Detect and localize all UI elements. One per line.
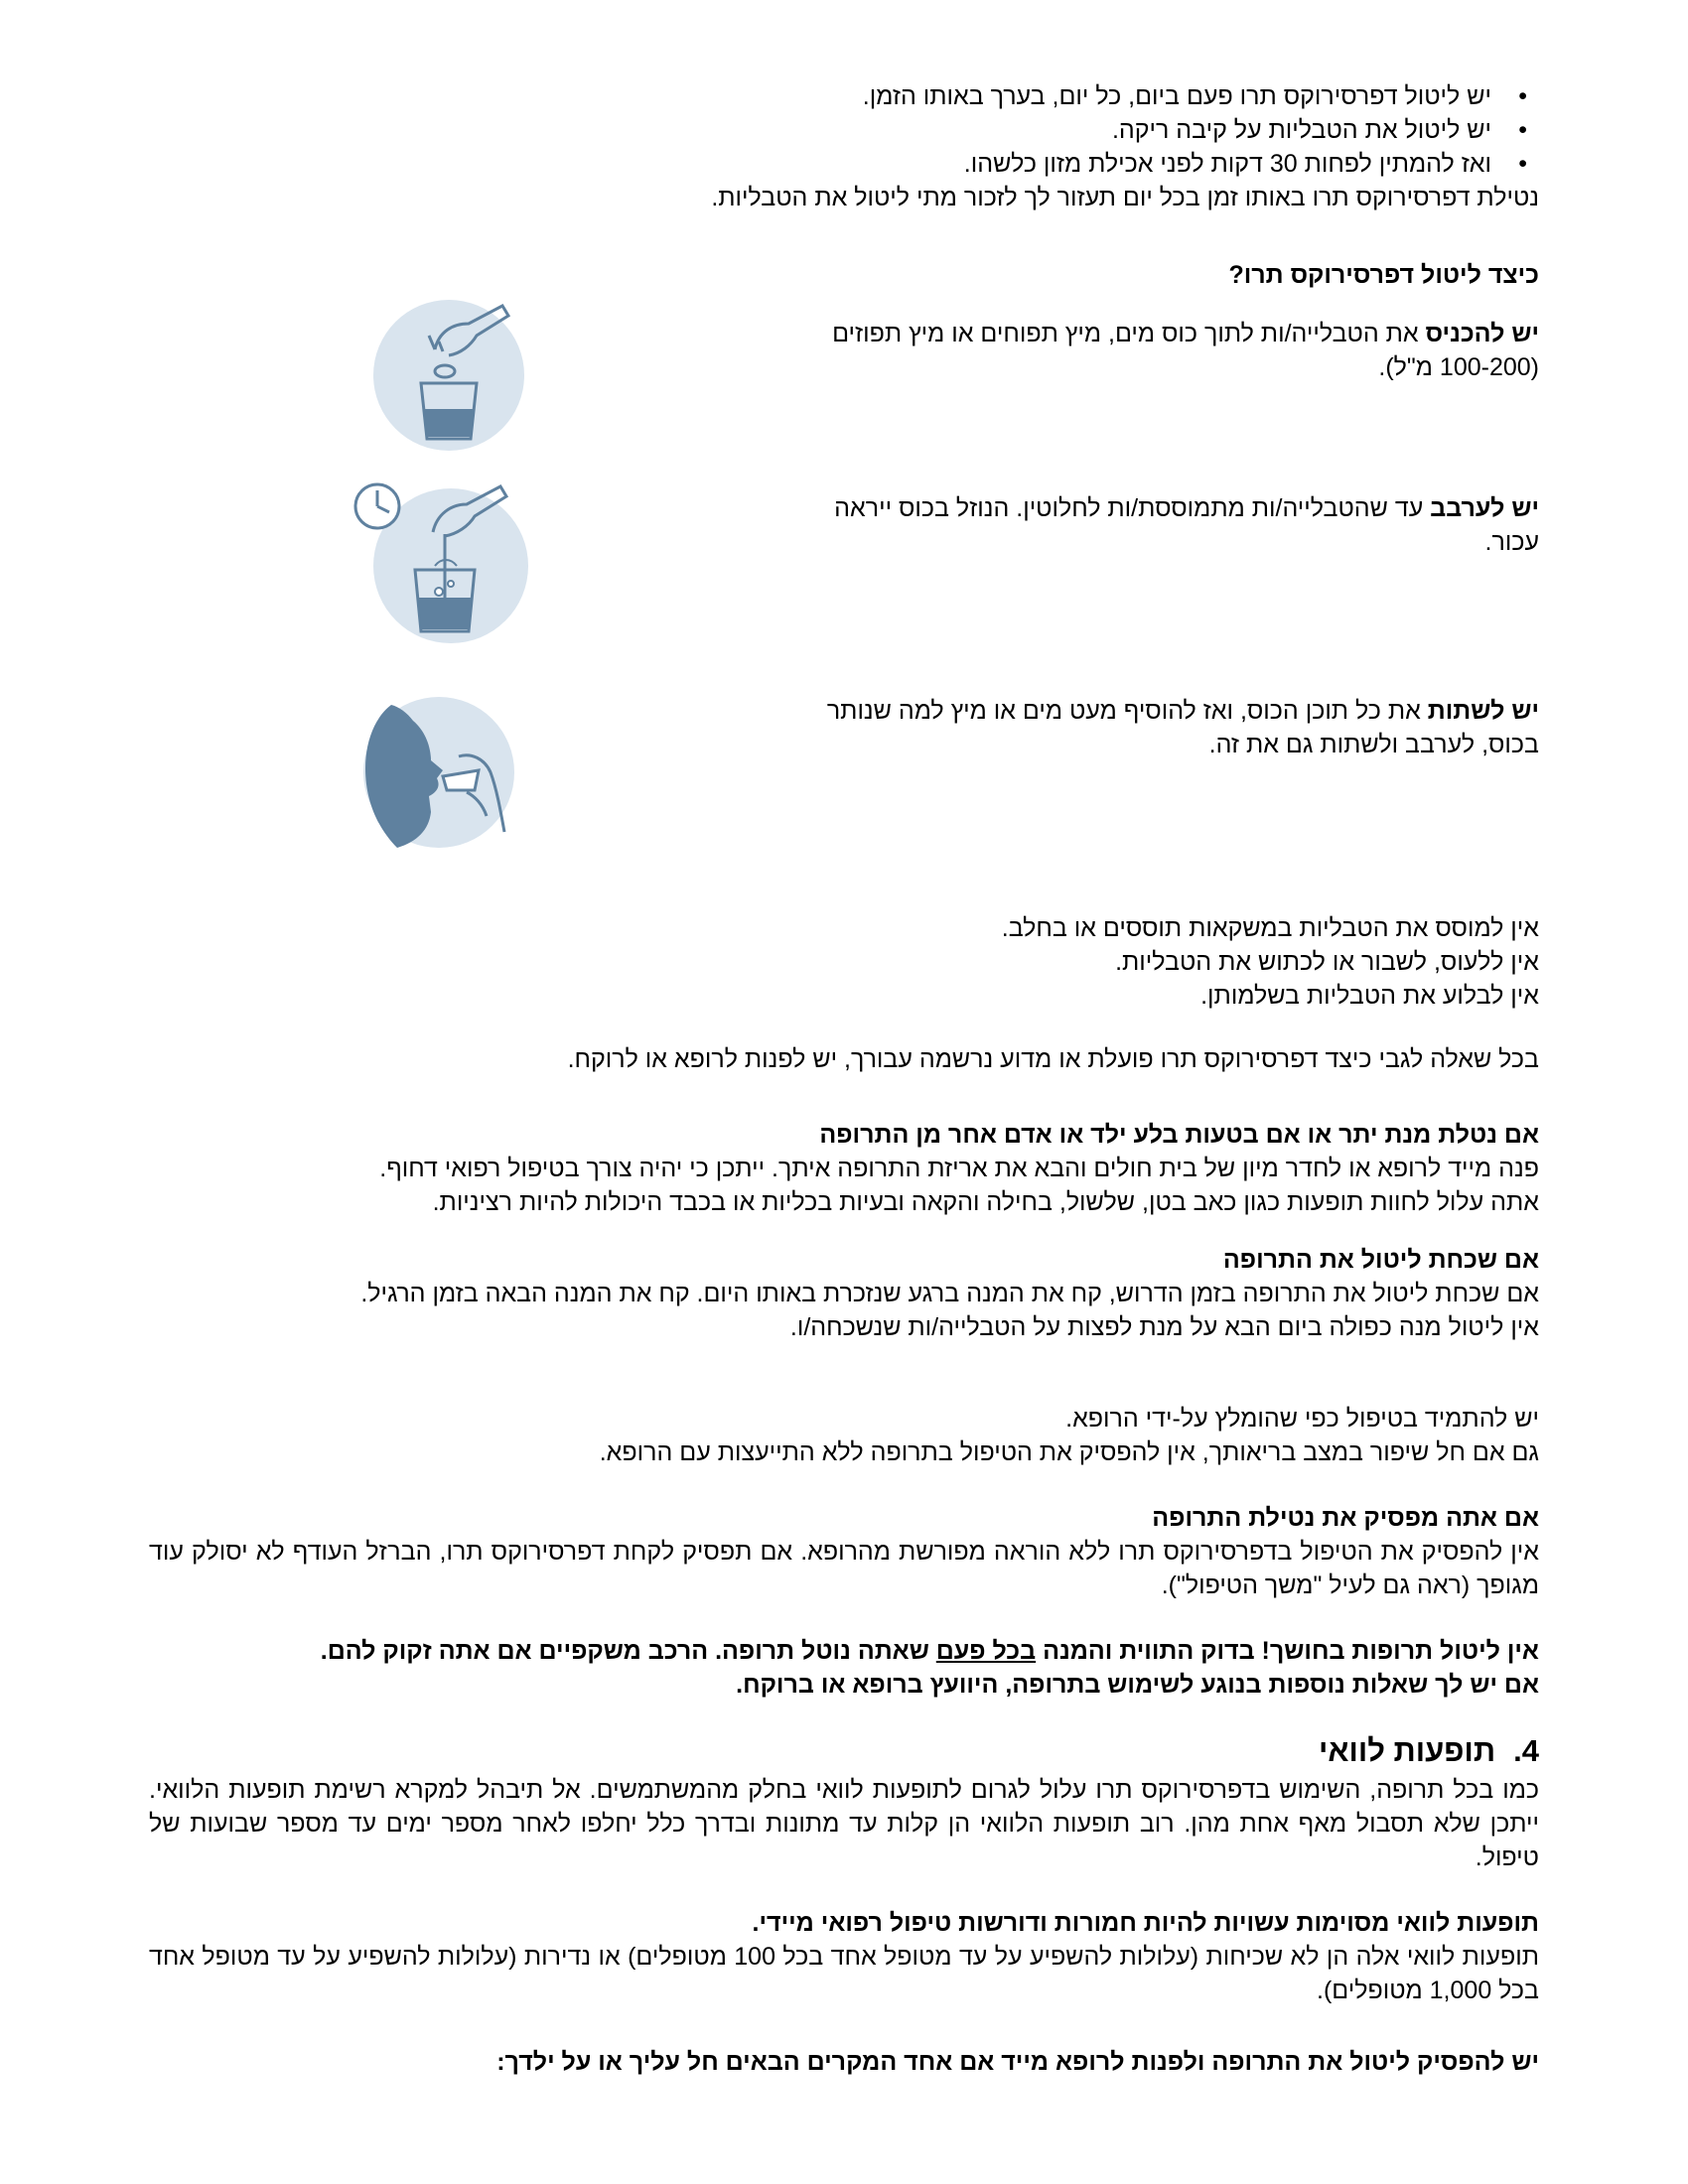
donts-section — [149, 911, 1539, 1013]
side-effects-text: כמו בכל תרופה, השימוש בדפרסירוקס תרו עלול לגרום לתופעות לוואי בחלק מהמשתמשים. אל תיבהל למקרא רשימת תופעות הלוואי. ייתכן שלא תסבול מאף אחת מהן. רוב תופעות הלוואי הן קלות עד מתונות ובדרך כלל יחלפו לאחר מספר ימים עד מספר שבועות של טיפול. — [149, 1776, 1539, 1871]
dont-line: אין ללעוס, לשבור או לכתוש את הטבליות. — [1115, 948, 1539, 976]
intro-section — [149, 79, 1539, 214]
section-heading: כיצד ליטול דפרסירוקס תרו? — [1228, 261, 1539, 289]
stop-text: אין להפסיק את הטיפול בדפרסירוקס תרו ללא הוראה מפורשת מהרופא. אם תפסיק לקחת דפרסירוקס תרו, הברזל העודף לא יסולק עוד מגופך (ראה גם לעיל "משך הטיפול"). — [149, 1538, 1539, 1599]
forgot-section — [149, 1243, 1539, 1344]
serious-section — [149, 1906, 1539, 2007]
how-to-title — [149, 258, 1539, 292]
warning-section — [149, 1634, 1539, 1702]
warning-text: אין ליטול תרופות בחושך! בדוק התווית והמנה — [1036, 1637, 1539, 1665]
drinking-person-icon — [355, 693, 514, 852]
warning-line-2: אם יש לך שאלות נוספות בנוגע לשימוש בתרופה, היוועץ ברופא או ברוקח. — [736, 1671, 1539, 1699]
stir-glass-timer-icon — [352, 475, 530, 643]
forgot-line: אם שכחת ליטול את התרופה בזמן הדרוש, קח את המנה ברגע שנזכרת באותו היום. קח את המנה הבאה בזמן הרגיל. — [360, 1280, 1539, 1307]
warning-line-1 — [149, 1634, 1539, 1668]
warning-text: שאתה נוטל תרופה. הרכב משקפיים אם אתה זקוק להם. — [320, 1637, 936, 1665]
step-text: את הטבלייה/ות לתוך כוס מים, מיץ תפוחים או מיץ תפוזים (100-200 מ"ל). — [832, 320, 1539, 381]
intro-line: נטילת דפרסירוקס תרו באותו זמן בכל יום תעזור לך לזכור מתי ליטול את הטבליות. — [711, 184, 1539, 211]
list-item: • יש ליטול את הטבליות על קיבה ריקה. — [149, 113, 1539, 147]
serious-text: תופעות לוואי אלה הן לא שכיחות (עלולות להשפיע על עד מטופל אחד בכל 100 מטופלים) או נדירות (עלולות להשפיע על עד מטופל אחד בכל 1,000 מטופלים). — [149, 1943, 1539, 2004]
forgot-line: אין ליטול מנה כפולה ביום הבא על מנת לפצות על הטבלייה/ות שנשכחה/ו. — [789, 1313, 1539, 1341]
step-text: עד שהטבלייה/ות מתמוססת/ות לחלוטין. הנוזל בכוס ייראה עכור. — [834, 494, 1539, 556]
step-drink — [804, 669, 1539, 786]
section-heading: תופעות לוואי מסוימות עשויות להיות חמורות ודורשות טיפול רפואי מיידי. — [752, 1909, 1539, 1937]
section-heading: אם נטלת מנת יתר או אם בטעות בלע ילד או אדם אחר מן התרופה — [819, 1121, 1539, 1149]
step-lead: יש לערבב — [1430, 494, 1539, 522]
questions-section — [149, 1042, 1539, 1076]
intro-bullet-list — [149, 79, 1539, 181]
step-insert — [804, 292, 1539, 409]
list-item: • ואז להמתין לפחות 30 דקות לפני אכילת מזון כלשהו. — [149, 147, 1539, 181]
section-title: תופעות לוואי — [1318, 1733, 1496, 1768]
step-text: את כל תוכן הכוס, ואז להוסיף מעט מים או מיץ למה שנותר בכוס, לערבב ולשתות גם את זה. — [826, 697, 1539, 758]
list-item: • יש ליטול דפרסירוקס תרו פעם ביום, כל יום, בערך באותו הזמן. — [149, 79, 1539, 113]
step-lead: יש להכניס — [1425, 320, 1539, 347]
side-effects-section — [149, 1731, 1539, 1771]
step-lead: יש לשתות — [1427, 697, 1539, 725]
final-instruction — [149, 2045, 1539, 2079]
overdose-section — [149, 1118, 1539, 1219]
overdose-line: פנה מייד לרופא או לחדר מיון של בית חולים והבא את אריזת התרופה איתך. ייתכן כי יהיה צורך בטיפול רפואי דחוף. — [379, 1155, 1539, 1182]
dont-line: אין לבלוע את הטבליות בשלמותן. — [1200, 982, 1539, 1010]
overdose-line: אתה עלול לחוות תופעות כגון כאב בטן, שלשול, בחילה והקאה ובעיות בכליות או בכבד היכולות להיות רציניות. — [432, 1188, 1539, 1216]
continue-line: יש להתמיד בטיפול כפי שהומלץ על-ידי הרופא. — [1065, 1405, 1539, 1433]
final-line: יש להפסיק ליטול את התרופה ולפנות לרופא מייד אם אחד המקרים הבאים חל עליך או על ילדך: — [496, 2048, 1539, 2076]
side-effects-intro — [149, 1773, 1539, 1874]
stop-section — [149, 1501, 1539, 1602]
continue-section — [149, 1402, 1539, 1469]
section-heading: אם שכחת ליטול את התרופה — [1222, 1246, 1539, 1274]
step-stir — [804, 467, 1539, 584]
section-4-heading — [149, 1731, 1539, 1771]
section-number: 4. — [1513, 1733, 1539, 1768]
tablet-into-glass-icon — [373, 296, 532, 455]
warning-emphasis: בכל פעם — [935, 1637, 1037, 1665]
questions-line: בכל שאלה לגבי כיצד דפרסירוקס תרו פועלת או מדוע נרשמה עבורך, יש לפנות לרופא או לרוקח. — [567, 1045, 1539, 1073]
continue-line: גם אם חל שיפור במצב בריאותך, אין להפסיק את הטיפול בתרופה ללא התייעצות עם הרופא. — [599, 1438, 1539, 1466]
dont-line: אין למוסס את הטבליות במשקאות תוססים או בחלב. — [1001, 914, 1539, 942]
section-heading: אם אתה מפסיק את נטילת התרופה — [1152, 1504, 1539, 1532]
